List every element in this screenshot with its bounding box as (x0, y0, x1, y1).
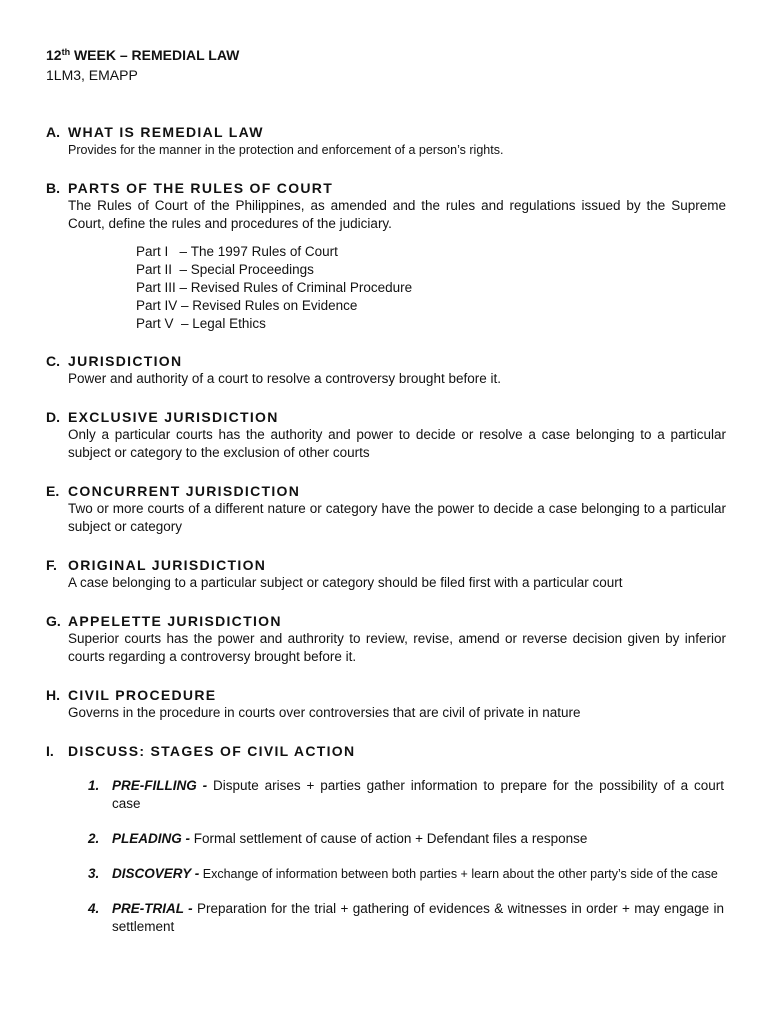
section-c (46, 352, 726, 388)
stage-item (88, 830, 724, 848)
section-title: APPELETTE JURISDICTION (68, 613, 282, 629)
section-body: A case belonging to a particular subject or category should be filed first with a particular court (68, 575, 623, 590)
stage-text (112, 900, 724, 936)
title-text: WEEK – REMEDIAL LAW (70, 47, 240, 63)
section-body: Power and authority of a court to resolve a controversy brought before it. (68, 371, 501, 386)
stage-description: Dispute arises + parties gather information to prepare for the possibility of a court case (112, 778, 724, 811)
document-header (46, 46, 239, 84)
section-i (46, 742, 726, 760)
stage-text (112, 777, 724, 813)
section-body: Superior courts has the power and authrority to review, revise, amend or reverse decision given by inferior courts regarding a controversy brought before it. (68, 631, 726, 664)
part-name: Revised Rules on Evidence (192, 298, 358, 313)
section-body: Only a particular courts has the authority and power to decide or resolve a case belonging to a particular subject or category to the exclusion of other courts (68, 427, 726, 460)
section-letter: C. (46, 353, 60, 369)
part-number: Part III – (136, 280, 191, 295)
title-ordinal-suffix: th (61, 47, 71, 57)
stage-label: DISCOVERY - (112, 866, 200, 881)
section-letter: I. (46, 743, 54, 759)
section-body: Two or more courts of a different nature or category have the power to decide a case belonging to a particular subject or category (68, 501, 726, 534)
stage-description: Preparation for the trial + gathering of evidences & witnesses in order + may engage in settlement (112, 901, 724, 934)
section-b (46, 179, 726, 333)
document-subtitle: 1LM3, EMAPP (46, 67, 138, 83)
part-name: Revised Rules of Criminal Procedure (190, 280, 413, 295)
section-f (46, 556, 726, 592)
section-letter: E. (46, 483, 60, 499)
section-heading (46, 612, 726, 630)
section-letter: H. (46, 687, 60, 703)
section-heading (46, 408, 726, 426)
section-d (46, 408, 726, 462)
stage-text (112, 830, 724, 848)
section-g (46, 612, 726, 666)
section-letter: F. (46, 557, 57, 573)
title-week-number: 12 (46, 47, 62, 63)
stage-label: PLEADING - (112, 831, 191, 846)
section-heading (46, 179, 726, 197)
section-title: CIVIL PROCEDURE (68, 687, 217, 703)
section-e (46, 482, 726, 536)
section-body: Provides for the manner in the protection and enforcement of a person’s rights. (68, 143, 504, 157)
stage-label: PRE-FILLING - (112, 778, 208, 793)
document-title (46, 46, 239, 64)
section-letter: A. (46, 124, 60, 140)
parts-list (136, 243, 726, 333)
stage-description: Exchange of information between both parties + learn about the other party’s side of the case (199, 867, 718, 881)
section-title: PARTS OF THE RULES OF COURT (68, 180, 334, 196)
part-item (136, 279, 726, 297)
stage-text (112, 865, 724, 883)
part-number: Part IV – (136, 298, 193, 313)
part-number: Part V – (136, 316, 193, 331)
stage-number: 1. (88, 778, 100, 793)
section-heading (46, 686, 726, 704)
section-heading (46, 742, 726, 760)
part-item (136, 243, 726, 261)
stage-label: PRE-TRIAL - (112, 901, 193, 916)
section-heading (46, 352, 726, 370)
part-item (136, 315, 726, 333)
part-number: Part II – (136, 262, 191, 277)
stage-item (88, 777, 724, 813)
section-title: WHAT IS REMEDIAL LAW (68, 124, 264, 140)
part-number: Part I – (136, 244, 191, 259)
section-heading (46, 123, 726, 141)
section-letter: G. (46, 613, 61, 629)
stage-description: Formal settlement of cause of action + Defendant files a response (190, 831, 588, 846)
section-a (46, 123, 726, 159)
stage-number: 4. (88, 901, 100, 916)
section-title: JURISDICTION (68, 353, 183, 369)
stage-number: 3. (88, 866, 100, 881)
part-name: Special Proceedings (190, 262, 314, 277)
section-h (46, 686, 726, 722)
part-item (136, 297, 726, 315)
section-title: DISCUSS: STAGES OF CIVIL ACTION (68, 743, 356, 759)
section-title: ORIGINAL JURISDICTION (68, 557, 267, 573)
section-heading (46, 482, 726, 500)
stage-item (88, 865, 724, 883)
section-letter: B. (46, 180, 60, 196)
section-body: The Rules of Court of the Philippines, as amended and the rules and regulations issued by the Supreme Court, define the rules and procedures of the judiciary. (68, 198, 726, 231)
section-heading (46, 556, 726, 574)
part-item (136, 261, 726, 279)
section-body: Governs in the procedure in courts over controversies that are civil of private in nature (68, 705, 581, 720)
stage-number: 2. (88, 831, 100, 846)
section-title: CONCURRENT JURISDICTION (68, 483, 301, 499)
part-name: Legal Ethics (192, 316, 266, 331)
section-letter: D. (46, 409, 60, 425)
stage-item (88, 900, 724, 936)
section-title: EXCLUSIVE JURISDICTION (68, 409, 279, 425)
stages-list (88, 777, 724, 953)
part-name: The 1997 Rules of Court (190, 244, 338, 259)
